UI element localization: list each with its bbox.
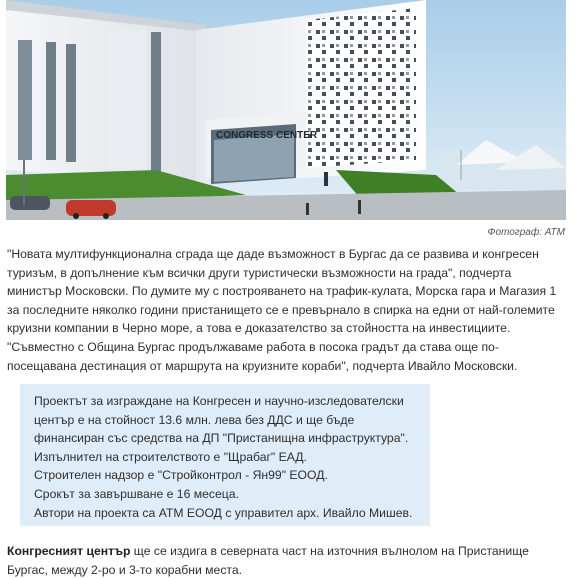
- info-line-supervision: Строителен надзор е "Стройконтрол - Ян99" ЕООД.: [34, 468, 328, 483]
- info-line-contractor: Изпълнител на строителството е "Щрабаг" ЕАД.: [34, 449, 307, 464]
- building-sign: CONGRESS CENTER: [216, 130, 318, 141]
- article-paragraph-1: "Новата мултифункционална сграда ще даде възможност в Бургас да се развива и конгресен туризъм, в допълнение към всички други туристически възможности на града", подчерта министър Московски. По думите му с построяването на трафик-кулата, Морска гара и Магазия 1 за последните няколко години пристанището се е превърнало в спирка на едни от най-големите круизни компании в Черно море, а това е доказателство за стойността на инвестициите. "Съвместно с Община Бургас продължаваме работа в посока градът да става още по-посещавана дестинация от маршрута на круизните кораби", подчерта Ивайло Московски.: [7, 247, 557, 373]
- paragraph-2-text: ще се издига в северната част на източния вълнолом на Пристанище Бургас, между 2-ро и 3-то корабни места.: [7, 544, 529, 577]
- photo-credit: Фотограф: АТМ: [487, 227, 565, 238]
- project-info-box: [20, 384, 430, 526]
- info-line-authors: Автори на проекта са АТМ ЕООД с управител арх. Ивайло Мишев.: [34, 505, 413, 520]
- paragraph-2-bold-lead: Конгресният център: [7, 544, 131, 558]
- article-paragraph-2: [7, 542, 567, 579]
- info-line-financing: Проектът за изграждане на Конгресен и научно-изследователски център е на стойност 13.6 млн. лева без ДДС и ще бъде финансиран със средства на ДП "Пристанищна инфраструктура".: [34, 394, 409, 446]
- congress-center-photo: [6, 0, 566, 220]
- info-line-deadline: Срокът за завършване е 16 месеца.: [34, 486, 239, 501]
- congress-center-illustration: [6, 0, 566, 220]
